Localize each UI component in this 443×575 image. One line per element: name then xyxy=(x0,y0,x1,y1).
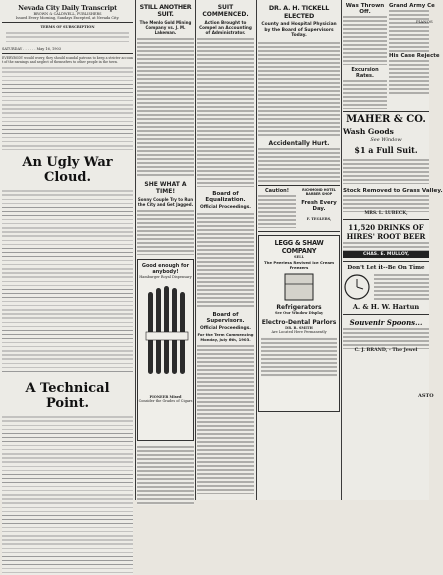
edge-fragment-piano: PIANOS xyxy=(416,19,433,24)
deck-sonny-couple: Sonny Couple Try to Run the City and Get Jagged. xyxy=(137,197,194,207)
column-rule xyxy=(195,0,196,500)
ad-located-here: Are Located Here Permanently xyxy=(271,330,327,335)
supervisors-official-proceedings: Official Proceedings. xyxy=(200,326,251,331)
headline-board-equalization: Board of Equalization. xyxy=(205,191,246,203)
ad-lubeck: MRS. L. LUBECK, xyxy=(364,211,408,216)
editorial-text-2 xyxy=(2,189,133,375)
ad-fresh-every-day: Fresh Every Day. xyxy=(301,199,337,212)
ad-full-suit-price: $1 a Full Suit. xyxy=(354,145,418,155)
deck-accounting: Action Brought to Compel an Accounting of Administrator. xyxy=(199,20,252,35)
headline-ugly-war-cloud: An Ugly War Cloud. xyxy=(22,155,113,186)
subscription-header: TERMS OF SUBSCRIPTION xyxy=(40,25,95,29)
headline-grand-army: Grand Army Ce xyxy=(389,3,435,9)
headline-still-another-suit: STILL ANOTHER SUIT. xyxy=(139,4,192,18)
headline-tickell-elected: DR. A. H. TICKELL ELECTED xyxy=(268,4,330,20)
ad-dispensary: Hamburger Royal Dispensary xyxy=(139,275,192,279)
column-1 xyxy=(2,0,133,500)
ad-good-enough: Good enough for anybody! xyxy=(141,263,190,275)
ad-root-beer: HIRES' ROOT BEER xyxy=(346,232,426,241)
refrigerator-illustration xyxy=(279,272,319,302)
article-text-tickell xyxy=(258,41,340,137)
ad-barber-shop: RICHMOND HOTEL BARBER SHOP xyxy=(302,187,336,196)
column-rule xyxy=(135,0,136,500)
ad-grades: Consider the Grades of Cigars xyxy=(138,399,193,403)
masthead-publisher: BROWN & CALDWELL, PUBLISHERS xyxy=(33,12,102,16)
ad-see-window: See Window xyxy=(370,137,402,143)
cigars-illustration xyxy=(138,282,193,392)
ad-dont-let-it: Don't Let it--Be On Time xyxy=(347,265,425,271)
ad-wash-goods: Wash Goods xyxy=(343,127,394,136)
deck-menlo: The Menlo Gold Mining Company vs. J. M. Lakeman. xyxy=(139,20,192,35)
column-rule xyxy=(256,0,257,500)
article-text-menlo xyxy=(137,37,194,177)
article-text-excursion xyxy=(343,79,387,109)
article-text-case xyxy=(389,59,429,95)
article-text-couple xyxy=(137,209,194,255)
headline-accidentally-hurt: Accidentally Hurt. xyxy=(268,139,330,147)
edge-fragment-asto: ASTO xyxy=(418,393,434,399)
intro-paragraph: EVERYBODY would worry, they should scandal patrons to keep a stricter account of the earnings and neglect of themselves to other people in the town. xyxy=(2,56,133,65)
headline-what-a-time: SHE WHAT A TIME! xyxy=(144,181,187,195)
clock-illustration xyxy=(343,273,371,301)
headline-board-supervisors: Board of Supervisors. xyxy=(206,312,245,324)
ad-maher-text xyxy=(343,158,429,184)
article-text-hurt xyxy=(258,147,340,183)
ad-pioneer: PIONEER Mixed xyxy=(149,395,182,399)
ad-watch-text xyxy=(374,273,429,301)
article-text-board xyxy=(197,212,254,308)
headline-excursion-rates: Excursion Rates. xyxy=(351,67,379,79)
article-text-army xyxy=(389,9,429,53)
ad-teglers: F. TEGLERS, xyxy=(306,216,332,221)
editorial-text-3 xyxy=(2,415,133,575)
date-line: SATURDAY . . . . . . May 16, 1903 xyxy=(2,47,61,51)
column-2 xyxy=(137,0,194,500)
ad-caution: Caution! xyxy=(265,187,289,194)
ad-sell: SELL xyxy=(293,254,305,259)
ad-legg-shaw: LEGG & SHAW COMPANY xyxy=(274,238,324,255)
editorial-text-1 xyxy=(2,66,133,150)
ad-rootbeer-text xyxy=(343,241,429,251)
ad-stock-removed: Stock Removed to Grass Valley. xyxy=(343,188,443,194)
ad-freezers: The Peerless Revived Ice Cream Freezers xyxy=(263,259,335,270)
ad-refrigerators: Refrigerators xyxy=(276,304,322,312)
subscription-rates xyxy=(6,31,129,45)
headline-technical-point: A Technical Point. xyxy=(25,381,110,412)
ad-dental-text xyxy=(261,337,337,377)
column-rule xyxy=(341,0,342,500)
ad-electro-dental: Electro-Dental Parlors xyxy=(261,319,337,327)
ad-stock-text xyxy=(343,194,429,212)
ad-caution-text xyxy=(258,194,296,228)
deck-term: For the Term Commencing Monday, July 6th, 1903. xyxy=(197,332,254,342)
board-official-proceedings: Official Proceedings. xyxy=(200,205,251,210)
deck-county-physician: County and Hospital Physician by the Board of Supervisors Today. xyxy=(261,22,337,39)
ad-brand: C. J. BRAND, - The Jewel xyxy=(354,348,418,353)
column-4 xyxy=(258,0,340,500)
column-3 xyxy=(197,0,254,500)
article-text-thrown xyxy=(343,15,387,65)
masthead-title: Nevada City Daily Transcript xyxy=(18,4,117,12)
headline-suit-commenced: SUIT COMMENCED. xyxy=(202,4,249,18)
article-text-tail xyxy=(137,445,194,505)
ad-drinks: 11,520 DRINKS OF xyxy=(348,223,424,232)
legg-shaw-advertisement xyxy=(258,235,340,412)
ad-window-display: See Our Window Display xyxy=(274,311,324,316)
ad-dr-smith: DR. R. SMITH xyxy=(285,326,313,331)
ad-hartung: A. & H. W. Hartun xyxy=(352,303,420,311)
ad-spoons-text xyxy=(343,327,429,349)
column-5 xyxy=(343,0,443,500)
ad-row xyxy=(258,188,340,228)
cigar-advertisement xyxy=(137,259,194,441)
ad-souvenir-spoons: Souvenir Spoons... xyxy=(349,318,423,327)
masthead-issued: Issued Every Morning, Sundays Excepted, at Nevada City. xyxy=(15,16,120,20)
headline-case-rejected: His Case Rejecte xyxy=(389,53,440,59)
article-text-supervisors xyxy=(197,344,254,494)
article-text-suit xyxy=(197,37,254,187)
headline-thrown-off: Was Thrown Off. xyxy=(345,3,385,15)
ad-mulloy: CHAS. E. MULLOY, xyxy=(343,251,429,258)
ad-maher: MAHER & CO. xyxy=(346,114,426,125)
